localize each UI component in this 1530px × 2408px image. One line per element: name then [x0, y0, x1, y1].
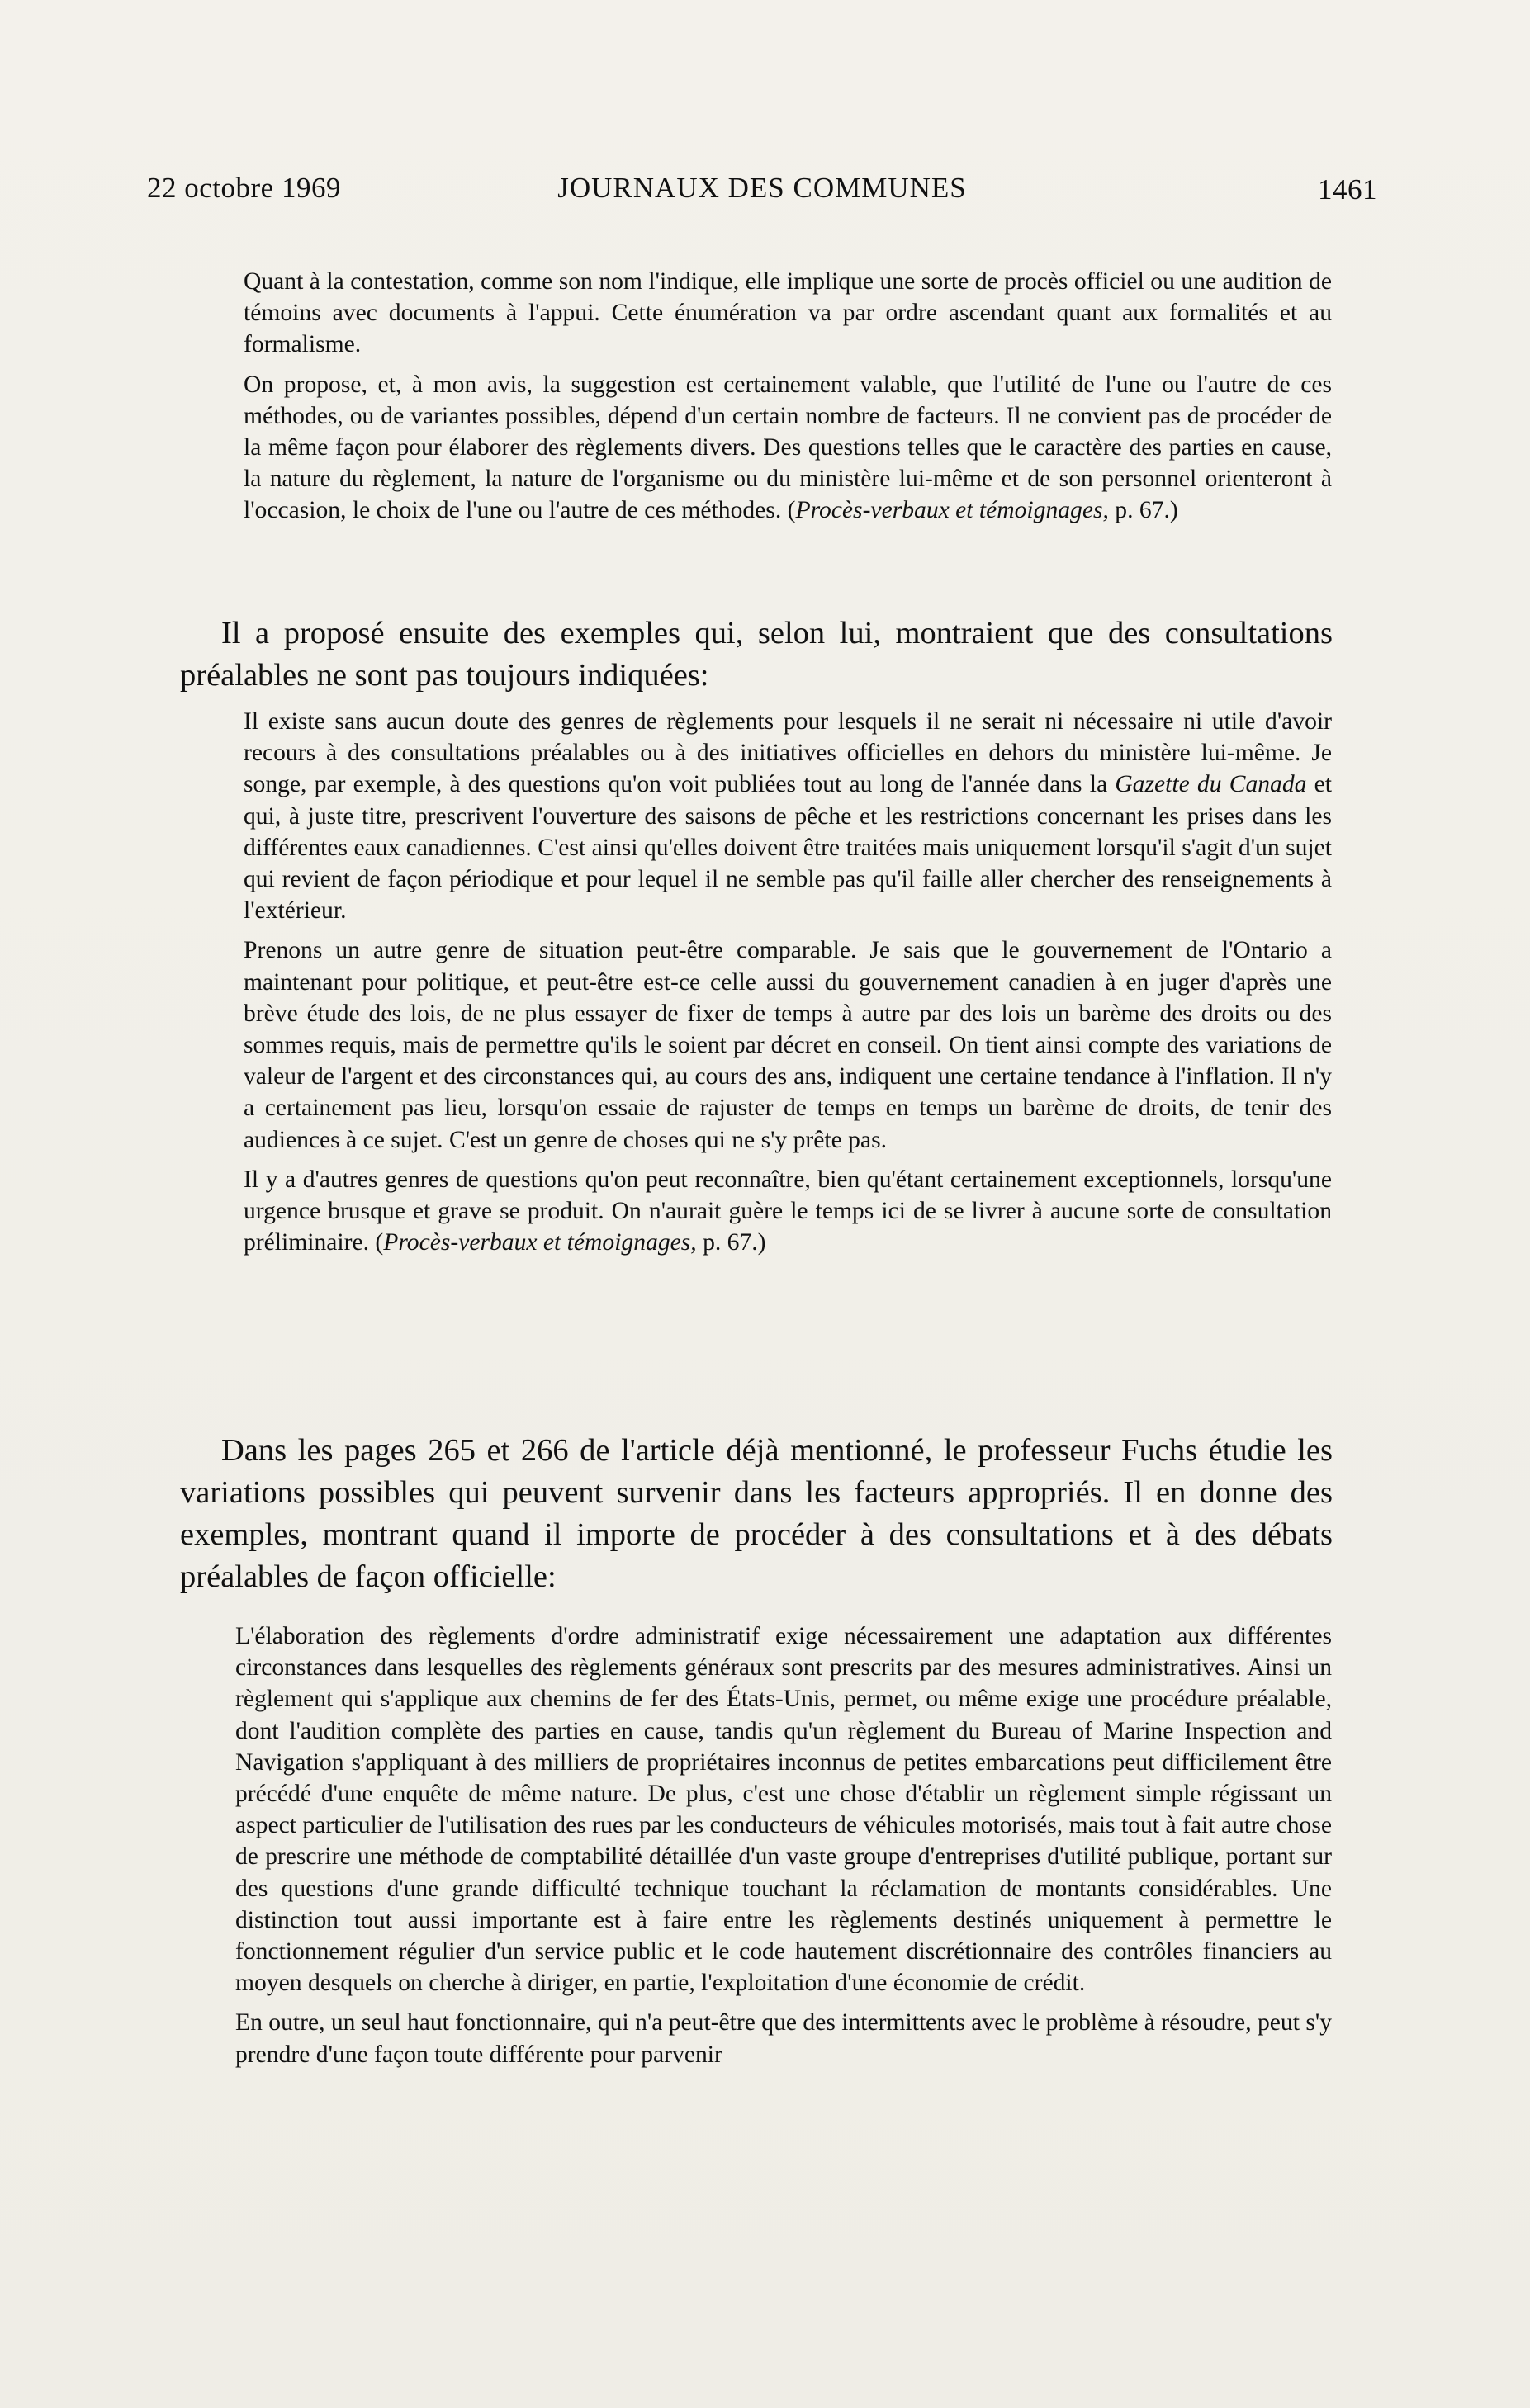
quote-2-paragraph-1 [244, 706, 1332, 926]
quote-2-paragraph-1-text-a: Il existe sans aucun doute des genres de règlements pour lesquels il ne serait ni nécessaire ni utile d'avoir recours à des consultations préalables ou à des initiatives officielles en dehors du ministère lui-même. Je songe, par exemple, à des questions qu'on voit publiées tout au long de l'année dans la [244, 708, 1332, 798]
quote-2-paragraph-3 [244, 1164, 1332, 1259]
quote-block-2 [244, 706, 1332, 1266]
quote-2-citation-open: ( [375, 1229, 384, 1256]
quote-1-citation: Procès-verbaux et témoignages, [795, 497, 1109, 524]
body-paragraph-2 [180, 1430, 1333, 1598]
quote-block-3 [235, 1620, 1332, 2079]
body-paragraph-1 [180, 613, 1333, 697]
quote-3-paragraph-1: L'élaboration des règlements d'ordre administratif exige nécessairement une adaptation aux différentes circonstances dans lesquelles des règlements généraux sont prescrits par des mesures administratives. Ainsi un règlement qui s'applique aux chemins de fer des États-Unis, permet, ou même exige une procédure préalable, dont l'audition complète des parties en cause, tandis qu'un règlement du Bureau of Marine Inspection and Navigation s'appliquant à des milliers de propriétaires inconnus de petites embarcations peut difficilement être précédé d'une enquête de même nature. De plus, c'est une chose d'établir un règlement simple régissant un aspect particulier de l'utilisation des rues par les conducteurs de véhicules motorisés, mais tout à fait autre chose de prescrire une méthode de comptabilité détaillée d'un vaste groupe d'entreprises d'utilité publique, portant sur des questions d'une grande difficulté technique touchant la réclamation de montants considérables. Une distinction tout aussi importante est à faire entre les règlements destinés uniquement à permettre le fonctionnement régulier d'un service public et le code hautement discrétionnaire des contrôles financiers au moyen desquels on cherche à diriger, en partie, l'exploitation d'une économie de crédit. [235, 1623, 1332, 1997]
quote-1-citation-open: ( [787, 497, 796, 524]
quote-1-citation-page: p. 67.) [1115, 497, 1178, 524]
page-header [147, 172, 1377, 213]
quote-2-paragraph-2: Prenons un autre genre de situation peut-être comparable. Je sais que le gouvernement de l'Ontario a maintenant pour politique, et peut-être est-ce celle aussi du gouvernement canadien à en juger d'après une brève étude des lois, de ne plus essayer de fixer de temps à autre par des lois un barème des droits ou des sommes requis, mais de permettre qu'ils le soient par décret en conseil. On tient ainsi compte des variations de valeur de l'argent et des circonstances qui, au cours des ans, indiquent une certaine tendance à l'inflation. Il n'y a certainement pas lieu, lorsqu'on essaie de rajuster de temps en temps un barème de droits, de tenir des audiences à ce sujet. C'est un genre de choses qui ne s'y prête pas. [244, 937, 1332, 1153]
quote-3-paragraph-2: En outre, un seul haut fonctionnaire, qui n'a peut-être que des intermittents avec le problème à résoudre, peut s'y prendre d'une façon toute différente pour parvenir [235, 2009, 1332, 2068]
header-page-number: 1461 [1318, 173, 1377, 206]
quote-1-paragraph-2-text: On propose, et, à mon avis, la suggestion est certainement valable, que l'utilité de l'une ou l'autre de ces méthodes, ou de variantes possibles, dépend d'un certain nombre de facteurs. Il ne convient pas de procéder de la même façon pour élaborer des règlements divers. Des questions telles que le caractère des parties en cause, la nature du règlement, la nature de l'organisme ou du ministère lui-même et de son personnel orienteront à l'occasion, le choix de l'une ou l'autre de ces méthodes. [244, 371, 1332, 524]
body-paragraph-1-text: Il a proposé ensuite des exemples qui, selon lui, montraient que des consultations préalables ne sont pas toujours indiquées: [180, 616, 1333, 693]
quote-1-paragraph-2 [244, 369, 1332, 527]
quote-block-1 [244, 266, 1332, 535]
quote-2-paragraph-1-text-b: et qui, à juste titre, prescrivent l'ouverture des saisons de pêche et les restrictions concernant les prises dans les différentes eaux canadiennes. C'est ainsi qu'elles doivent être traitées mais uniquement lorsqu'il s'agit d'un sujet qui revient de façon périodique et pour lequel il ne semble pas qu'il faille aller chercher des renseignements à l'extérieur. [244, 771, 1332, 925]
header-journal-title: JOURNAUX DES COMMUNES [557, 172, 967, 204]
quote-1-paragraph-1: Quant à la contestation, comme son nom l'indique, elle implique une sorte de procès officiel ou une audition de témoins avec documents à l'appui. Cette énumération va par ordre ascendant quant aux formalités et au formalisme. [244, 268, 1332, 358]
quote-2-gazette-title: Gazette du Canada [1115, 771, 1307, 798]
quote-2-citation: Procès-verbaux et témoignages, [383, 1229, 697, 1256]
header-date: 22 octobre 1969 [147, 172, 341, 204]
quote-2-paragraph-3-text: Il y a d'autres genres de questions qu'on peut reconnaître, bien qu'étant certainement exceptionnels, lorsqu'une urgence brusque et grave se produit. On n'aurait guère le temps ici de se livrer à aucune sorte de consultation préliminaire. [244, 1166, 1332, 1256]
body-paragraph-2-text: Dans les pages 265 et 266 de l'article déjà mentionné, le professeur Fuchs étudie les variations possibles qui peuvent survenir dans les facteurs appropriés. Il en donne des exemples, montrant quand il importe de procéder à des consultations et à des débats préalables de façon officielle: [180, 1433, 1333, 1594]
quote-2-citation-page: p. 67.) [703, 1229, 766, 1256]
